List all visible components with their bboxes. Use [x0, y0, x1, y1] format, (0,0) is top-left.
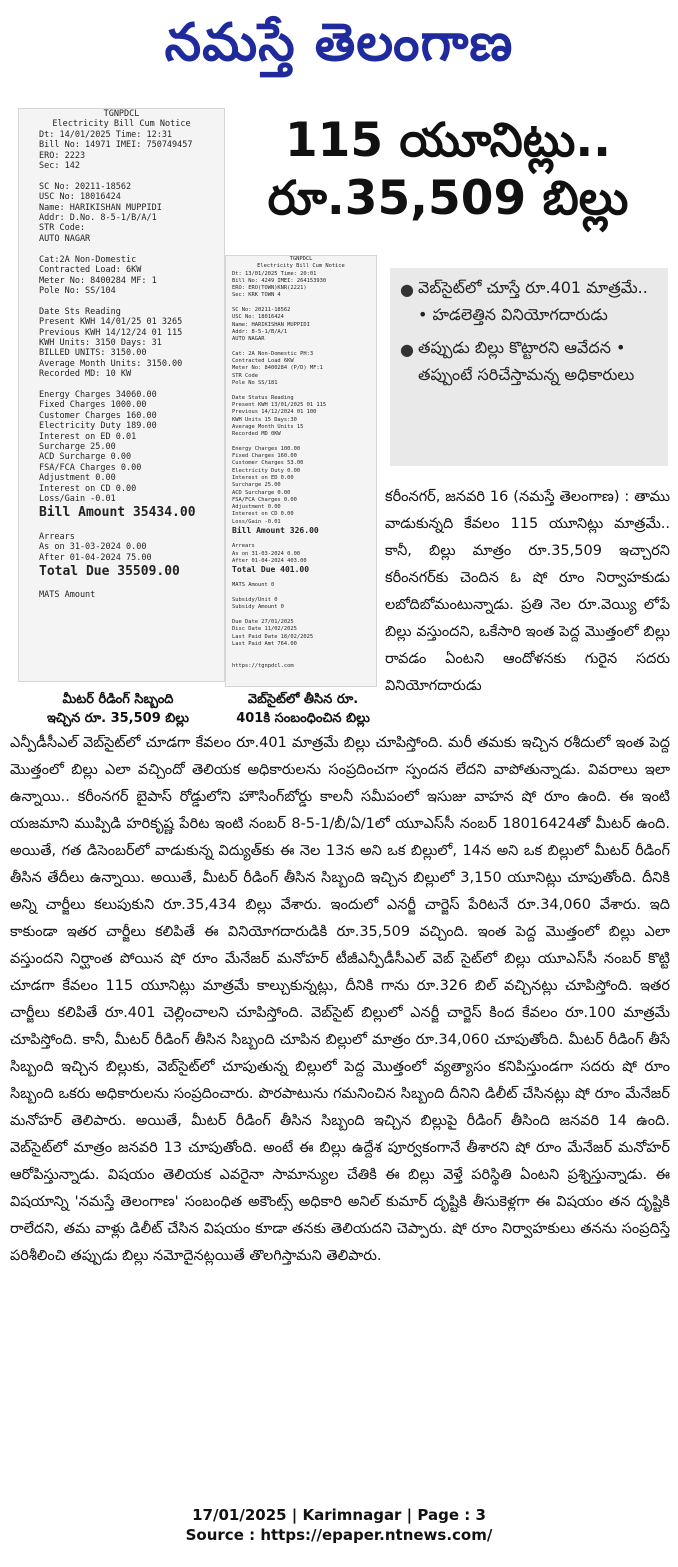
- receipt-line: [19, 244, 224, 254]
- receipt-line: [226, 300, 376, 307]
- receipt-line: Total Due 401.00: [232, 565, 310, 575]
- receipt-line: Name: HARIKISHAN MUPPIDI: [232, 321, 310, 328]
- receipt-line: [19, 171, 224, 181]
- receipt-line: Electricity Bill Cum Notice: [257, 263, 345, 270]
- receipt-line: Present KWH 13/01/2025 01 115: [232, 401, 327, 408]
- highlight-item: [390, 268, 668, 328]
- receipt-line: TGNPDCL: [103, 109, 140, 119]
- article-body: ఎన్పీడీసీఎల్ వెబ్‌సైట్‌లో చూడగా కేవలం రూ.401 మాత్రమే బిల్లు చూపిస్తోంది. మరీ తమకు ఇచ్చిన రశీదులో ఇంత పెద్ద మొత్తంలో బిల్లు ఎలా వచ్చిందో తెలియక అధికారులను సంప్రదించగా స్పందన లేదని వాపోతున్నాడు. వివరాలు ఇలా ఉన్నాయి.. కరీంనగర్ బైపాస్ రోడ్డులోని హౌసింగ్‌బోర్డు కాలనీ సమీపంలో ఇసుజు వాహన షో రూం ఉంది. ఈ ఇంటి యజమాని ముప్పిడి హరికృష్ణ పేరిట ఇంటి నంబర్ 8-5-1/బీ/ఏ/1లో యూఎస్‌సీ నంబర్ 18016424తో మీటర్ ఉంది. అయితే, గత డిసెంబర్‌లో వాడుకున్న విద్యుత్‌కు ఈ నెల 13న అని ఒక బిల్లులో, 14న అని ఒక బిల్లులో మీటర్ రీడింగ్ తీసిన తేదీలు ఉన్నాయి. అయితే, మీటర్ రీడింగ్ తీసిన సిబ్బంది ఇచ్చిన బిల్లులో 3,150 యూనిట్లు చూపుతోంది. దీనికి అన్ని చార్జీలు కలుపుకుని రూ.35,434 బిల్లు వేశారు. ఇందులో ఎనర్జీ చార్జెస్ పేరిటనే రూ.34,060 వేశారు. ఇది కాకుండా ఇతర చార్జీలు కలిపితే ఈ వినియోగదారుడికి రూ.35,509 వచ్చింది. ఇంత పెద్ద మొత్తంలో బిల్లు ఎలా వస్తుందని నిర్ఘాంత పోయిన షో రూం మేనేజర్ మనోహర్ టీజీఎన్పీడీసీఎల్ వెబ్ సైట్‌లో బిల్లు యూఎస్‌సీ నంబర్ కొట్టి చూడగా కేవలం 115 యూనిట్లు మాత్రమే కాల్చుకున్నట్లు, దీనికి గాను రూ.326 బిల్ వచ్చినట్లు చూపిస్తోంది. ఇతర చార్జీలు కలిపితే రూ.401 చెల్లించాలని చూపిస్తోంది. వెబ్‌సైట్ బిల్లులో ఎనర్జీ చార్జెస్ కింద కేవలం రూ.100 మాత్రమే చూపిస్తోంది. కానీ, మీటర్ రీడింగ్ తీసిన సిబ్బంది చూపిన బిల్లులో మాత్రం రూ.34,060 చూపుతోంది. మీటర్ రీడింగ్ తీసే సిబ్బంది ఇచ్చిన బిల్లుకు, వెబ్‌సైట్‌లో చూపుతున్న బిల్లులో పెద్ద మొత్తంలో వ్యత్యాసం కనిపిస్తుండగా సదరు షో రూం సిబ్బంది ఒకరు అధికారులను సంప్రదించారు. పొరపాటును గమనించిన సిబ్బంది దీనిని డిలీట్ చేసినట్లు షో రూం మేనేజర్ మనోహర్ తెలిపారు. అయితే, మీటర్ రీడింగ్ తీసిన సిబ్బంది ఇచ్చిన బిల్లుపై రీడింగ్ తీసింది జనవరి 14 ఉంది. వెబ్‌సైట్‌లో మాత్రం జనవరి 13 చూపుతోంది. అంటే ఈ బిల్లు ఉద్దేశ పూర్వకంగానే తీశారని షో రూం మేనేజర్ మనోహర్ ఆరోపిస్తున్నాడు. విషయం తెలియక ఎవరైనా సామాన్యుల చేతికి ఈ బిల్లు వెళ్తే పరిస్థితి ఏంటని ప్రశ్నిస్తున్నాడు. ఈ విషయాన్ని 'నమస్తే తెలంగాణ' సంబంధిత అకౌంట్స్ అధికారి అనిల్ కుమార్ దృష్టికి తీసుకెళ్లగా ఈ విషయం తన దృష్టికి రాలేదని, తమ వాళ్లు డిలీట్ చేసిన విషయం కూడా తనకు తెలియదని చెప్పారు. షో రూం నిర్వాహకులు తనను సంప్రదిస్తే పరిశీలించి తప్పుడు బిల్లు నమోదైనట్లయితే తొలగిస్తామని తెలిపారు.: [10, 735, 670, 1264]
- receipt-line: Average Month Units 15: [232, 423, 304, 430]
- newspaper-title: నమస్తే తెలంగాణ: [164, 12, 514, 73]
- receipt-line: Electricity Duty 0.00: [232, 467, 301, 474]
- receipt-line: Adjustment 0.00: [232, 504, 281, 511]
- receipt-line: Pole No: SS/104: [39, 285, 116, 296]
- receipt-line: [226, 387, 376, 394]
- caption-line: ఇచ్చిన రూ. 35,509 బిల్లు: [46, 711, 190, 726]
- receipt-line: STR Code:: [39, 223, 86, 234]
- receipt-line: [226, 575, 376, 582]
- receipt-line: Contracted Load: 6KW: [39, 265, 142, 276]
- receipt-line: Last Paid Date 18/02/2025: [232, 633, 314, 640]
- receipt-line: FSA/FCA Charges 0.00: [39, 462, 142, 473]
- receipt-line: Interest on CD 0.00: [232, 511, 294, 518]
- receipt-line: Due Date 27/01/2025: [232, 618, 294, 625]
- caption-line: వెబ్‌సైట్‌లో తీసిన రూ.: [247, 692, 359, 707]
- receipt-line: Addr: D.No. 8-5-1/B/A/1: [39, 213, 157, 224]
- receipt-line: Arrears: [232, 543, 255, 550]
- receipt-line: Bill Amount 35434.00: [39, 505, 196, 521]
- highlights-box: [390, 268, 668, 466]
- receipt-line: Previous 14/12/2024 01 100: [232, 409, 317, 416]
- receipt-line: Subsidy Amount 0: [232, 604, 284, 611]
- receipt-line: [226, 536, 376, 543]
- bullet-icon: ●: [400, 280, 414, 299]
- highlight-text: తప్పుడు బిల్లు కొట్టారని ఆవేదన • తప్పుంటే సరిచేస్తామన్న అధికారులు: [418, 338, 635, 384]
- receipt-line: AUTO NAGAR: [232, 336, 265, 343]
- receipt-line: Average Month Units: 3150.00: [39, 358, 183, 369]
- receipt-line: ERO: ERO(TOWN)KNR(2221): [232, 285, 307, 292]
- receipt-line: [226, 655, 376, 662]
- meter-reading-bill-receipt: [18, 108, 225, 682]
- receipt-line: Date Sts Reading: [39, 306, 121, 317]
- receipt-caption-left: [18, 690, 218, 728]
- receipt-line: BILLED UNITS: 3150.00: [39, 348, 147, 359]
- highlight-item: [390, 328, 668, 388]
- receipt-line: MATS Amount: [39, 590, 96, 601]
- receipt-line: Dt: 13/01/2025 Time: 20:01: [232, 270, 317, 277]
- receipt-line: [226, 590, 376, 597]
- receipt-line: After 01-04-2024 403.00: [232, 557, 307, 564]
- receipt-line: [19, 580, 224, 590]
- receipt-line: Meter No: 8400284 (P/D) MF:1: [232, 365, 323, 372]
- receipt-line: Bill No: 4249 IMEI: 264153930: [232, 277, 327, 284]
- receipt-line: Meter No: 8400284 MF: 1: [39, 275, 157, 286]
- page-footer: [0, 1505, 678, 1545]
- receipt-line: ACD Surcharge 0.00: [39, 452, 132, 463]
- receipt-line: ERO: 2223: [39, 150, 86, 161]
- receipt-line: Loss/Gain -0.01: [232, 518, 281, 525]
- receipt-line: MATS Amount 0: [232, 582, 275, 589]
- caption-line: 401కి సంబంధించిన బిల్లు: [236, 711, 370, 726]
- headline-line-1: 115 యూనిట్లు..: [284, 113, 612, 168]
- receipt-line: TGNPDCL: [289, 256, 313, 262]
- receipt-line: Energy Charges 100.00: [232, 445, 301, 452]
- receipt-line: Present KWH 14/01/25 01 3265: [39, 317, 183, 328]
- receipt-line: Recorded MD 0KW: [232, 431, 281, 438]
- receipt-line: Bill Amount 326.00: [232, 525, 319, 535]
- receipt-line: Name: HARIKISHAN MUPPIDI: [39, 202, 162, 213]
- receipt-line: After 01-04-2024 75.00: [39, 552, 152, 563]
- receipt-line: Loss/Gain -0.01: [39, 494, 116, 505]
- bullet-icon: ●: [400, 340, 414, 359]
- receipt-line: USC No: 18016424: [232, 314, 284, 321]
- receipt-line: Previous KWH 14/12/24 01 115: [39, 327, 183, 338]
- receipt-line: Bill No: 14971 IMEI: 750749457: [39, 140, 193, 151]
- receipt-line: Fixed Charges 1000.00: [39, 400, 147, 411]
- receipt-line: Surcharge 25.00: [232, 482, 281, 489]
- receipt-caption-right: [228, 690, 378, 728]
- receipt-line: [19, 296, 224, 306]
- receipt-line: Customer Charges 160.00: [39, 410, 157, 421]
- receipt-line: Interest on ED 0.01: [39, 431, 137, 442]
- headline-line-2: రూ.35,509 బిల్లు: [267, 171, 629, 226]
- receipt-line: [226, 438, 376, 445]
- receipt-line: SC No: 20211-18562: [232, 307, 291, 314]
- footer-date-edition: 17/01/2025 | Karimnagar | Page : 3: [192, 1506, 486, 1524]
- receipt-line: [19, 380, 224, 390]
- receipt-line: Contracted Load 6KW: [232, 358, 294, 365]
- receipt-line: [226, 344, 376, 351]
- receipt-line: Adjustment 0.00: [39, 473, 116, 484]
- receipt-line: ACD Surcharge 0.00: [232, 489, 291, 496]
- receipt-line: Interest on ED 0.00: [232, 474, 294, 481]
- receipt-line: As on 31-03-2024 0.00: [39, 542, 147, 553]
- headline: [228, 112, 668, 228]
- receipt-line: Pole No SS/181: [232, 380, 278, 387]
- receipt-line: Cat: 2A Non-Domestic PH:3: [232, 350, 314, 357]
- receipt-line: USC No: 18016424: [39, 192, 121, 203]
- receipt-line: Date Status Reading: [232, 394, 294, 401]
- receipt-line: As on 31-03-2024 0.00: [232, 550, 301, 557]
- article-intro: కరీంనగర్, జనవరి 16 (నమస్తే తెలంగాణ) : తాము వాడుకున్నది కేవలం 115 యూనిట్లు మాత్రమే.. కానీ, బిల్లు మాత్రం రూ.35,509 ఇచ్చారని కరీంనగర్‌కు చెందిన ఓ షో రూం నిర్వాహకుడు లబోదిబోమంటున్నాడు. ప్రతి నెల రూ.వెయ్యి లోపే బిల్లు వస్తుందని, ఒకేసారి ఇంత పెద్ద మొత్తంలో బిల్లు రావడం ఏంటని ఆందోళనకు గురైన సదరు వినియోగదారుడు: [385, 489, 670, 694]
- receipt-line: Total Due 35509.00: [39, 564, 180, 580]
- receipt-line: FSA/FCA Charges 0.00: [232, 496, 297, 503]
- receipt-line: Sec: KRK TOWN 4: [232, 292, 281, 299]
- receipt-line: [19, 521, 224, 531]
- caption-line: మీటర్ రీడింగ్ సిబ్బంది: [62, 692, 174, 707]
- receipt-line: Interest on CD 0.00: [39, 483, 137, 494]
- receipt-line: Surcharge 25.00: [39, 442, 116, 452]
- receipt-line: https://tgnpdcl.com: [232, 662, 294, 669]
- receipt-line: Electricity Duty 189.00: [39, 421, 157, 432]
- receipt-line: Sec: 142: [39, 161, 80, 172]
- receipt-line: AUTO NAGAR: [39, 233, 91, 244]
- receipt-line: Dt: 14/01/2025 Time: 12:31: [39, 129, 173, 140]
- receipt-line: Cat:2A Non-Domestic: [39, 254, 137, 265]
- receipt-line: KWH Units 15 Days:30: [232, 416, 297, 423]
- receipt-line: Fixed Charges 160.00: [232, 453, 297, 460]
- receipt-line: Last Paid Amt 764.00: [232, 640, 297, 647]
- receipt-line: Disc Date 11/02/2025: [232, 626, 297, 633]
- receipt-line: STR Code: [232, 372, 258, 379]
- receipt-line: Customer Charges 53.00: [232, 460, 304, 467]
- receipt-line: Recorded MD: 10 KW: [39, 369, 132, 380]
- footer-source: Source : https://epaper.ntnews.com/: [185, 1526, 493, 1544]
- receipt-line: [226, 612, 376, 619]
- receipt-line: Subsidy/Unit 0: [232, 597, 278, 604]
- receipt-line: [226, 648, 376, 655]
- receipt-line: Addr: 8-5-1/B/A/1: [232, 328, 288, 335]
- receipt-line: SC No: 20211-18562: [39, 181, 132, 192]
- receipt-line: KWH Units: 3150 Days: 31: [39, 337, 162, 348]
- masthead: [0, 6, 678, 80]
- receipt-line: Arrears: [39, 531, 75, 542]
- receipt-line: Electricity Bill Cum Notice: [52, 119, 191, 130]
- receipt-line: Energy Charges 34060.00: [39, 389, 157, 400]
- highlight-text: వెబ్‌సైట్‌లో చూస్తే రూ.401 మాత్రమే.. • హడలెత్తిన వినియోగదారుడు: [418, 278, 648, 324]
- website-bill-receipt: [225, 255, 377, 687]
